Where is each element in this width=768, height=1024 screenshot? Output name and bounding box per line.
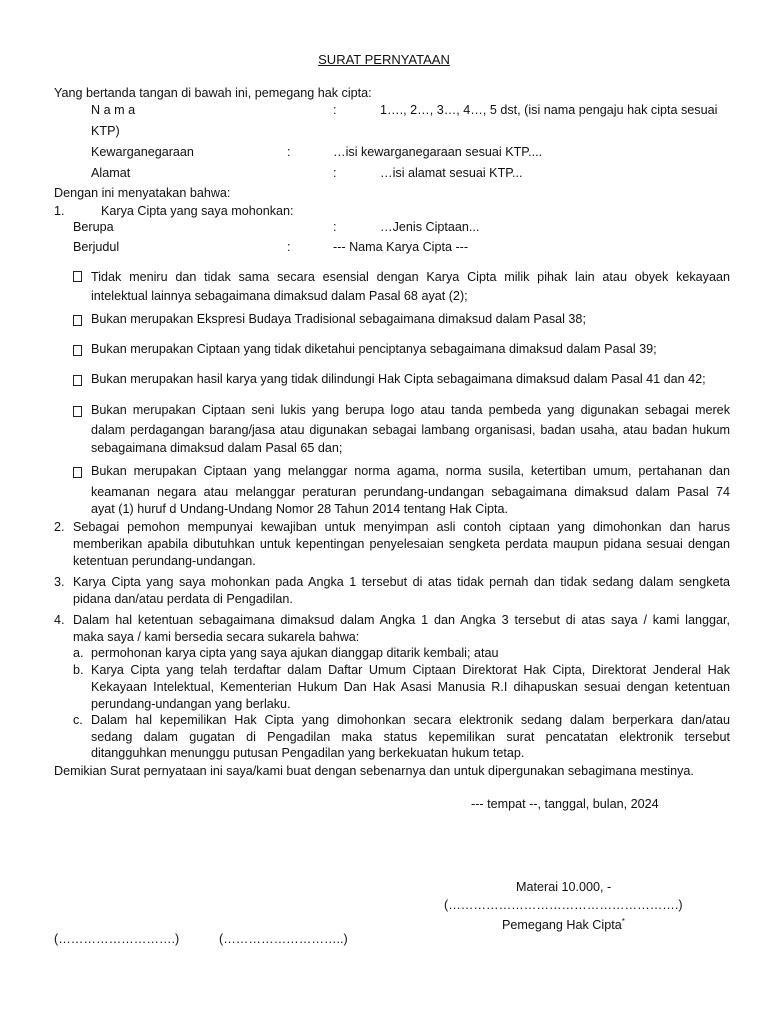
berjudul-label: Berjudul <box>73 240 120 254</box>
item4-sub-b-letter: b. <box>73 663 84 677</box>
item1-number: 1. <box>54 204 65 218</box>
field-kewarganegaraan-label: Kewarganegaraan <box>91 145 194 159</box>
closing-text: Demikian Surat pernyataan ini saya/kami buat dengan sebenarnya dan untuk dipergunakan sebagimana mestinya. <box>54 764 694 778</box>
checkbox-icon <box>73 345 82 356</box>
place-date: --- tempat --, tanggal, bulan, 2024 <box>471 797 659 811</box>
materai-label: Materai 10.000, - <box>516 880 612 894</box>
checklist-item-6-line3: ayat (1) huruf d Undang-Undang Nomor 28 Tahun 2014 tentang Hak Cipta. <box>91 502 509 516</box>
berupa-value: …Jenis Ciptaan... <box>380 220 480 234</box>
item2-line2: memberikan apabila dibutuhkan untuk kepentingan penyelesaian sengketa perdata maupun pidana sesuai dengan <box>73 537 730 551</box>
item4-sub-a-letter: a. <box>73 646 84 660</box>
item4-sub-c-line2: sedang dalam gugatan di Pengadilan maka status kepemilikan surat pencatatan elektronik tersebut <box>91 730 730 744</box>
berjudul-value: --- Nama Karya Cipta --- <box>333 240 469 254</box>
checkbox-icon <box>73 315 82 326</box>
item4-line1: Dalam hal ketentuan sebagaimana dimaksud dalam Angka 1 dan Angka 3 tersebut di atas saya / kami langgar, <box>73 613 730 627</box>
field-nama-value: 1…., 2…, 3…, 4…, 5 dst, (isi nama pengaju hak cipta sesuai <box>380 103 718 117</box>
field-alamat-value: …isi alamat sesuai KTP... <box>380 166 523 180</box>
page-title: SURAT PERNYATAAN <box>318 52 450 67</box>
signature-line: (……………………………………………….) <box>444 898 683 912</box>
checklist-item-5-line3: sebagaimana dimaksud dalam Pasal 65 dan; <box>91 441 343 455</box>
field-alamat-colon: : <box>333 166 337 180</box>
checklist-item-6-line1: Bukan merupakan Ciptaan yang melanggar norma agama, norma susila, ketertiban umum, pertahanan dan <box>91 464 730 478</box>
field-kewarganegaraan-value: …isi kewarganegaraan sesuai KTP.... <box>333 145 543 159</box>
checkbox-icon <box>73 467 82 478</box>
berupa-colon: : <box>333 220 337 234</box>
statement-intro: Dengan ini menyatakan bahwa: <box>54 186 231 200</box>
checklist-item-5-line2: dalam perdagangan barang/jasa atau digunakan sebagai lambang organisasi, badan usaha, atau badan hukum <box>91 423 730 437</box>
item3-line1: Karya Cipta yang saya mohonkan pada Angka 1 tersebut di atas tidak pernah dan tidak sedang dalam sengketa <box>73 575 730 589</box>
item4-sub-c-line1: Dalam hal kepemilikan Hak Cipta yang dimohonkan secara elektronik sedang dalam berperkara dan/atau <box>91 713 730 727</box>
checklist-item-5-line1: Bukan merupakan Ciptaan seni lukis yang berupa logo atau tanda pembeda yang digunakan sebagai merek <box>91 403 730 417</box>
berupa-label: Berupa <box>73 220 114 234</box>
item4-sub-c-line3: ditangguhkan menunggu putusan Pengadilan yang berkekuatan hukum tetap. <box>91 746 525 760</box>
item4-sub-a-line1: permohonan karya cipta yang saya ajukan dianggap ditarik kembali; atau <box>91 646 499 660</box>
item4-sub-b-line1: Karya Cipta yang telah terdaftar dalam Daftar Umum Ciptaan Direktorat Hak Cipta, Direktorat Jenderal Hak <box>91 663 730 677</box>
item3-number: 3. <box>54 575 65 589</box>
item2-line1: Sebagai pemohon mempunyai kewajiban untuk menyimpan asli contoh ciptaan yang dimohonkan dan harus <box>73 520 730 534</box>
checkbox-icon <box>73 406 82 417</box>
item2-number: 2. <box>54 520 65 534</box>
holder-label: Pemegang Hak Cipta* <box>502 917 625 933</box>
field-alamat-label: Alamat <box>91 166 131 180</box>
field-nama-colon: : <box>333 103 337 117</box>
checkbox-icon <box>73 375 82 386</box>
witness-signature-1: (……………………….) <box>54 932 180 946</box>
field-nama-label: N a m a <box>91 103 136 117</box>
checklist-item-6-line2: keamanan negara atau melanggar peraturan perundang-undangan sebagaimana dimaksud dalam Pasal 74 <box>91 485 730 499</box>
item1-text: Karya Cipta yang saya mohonkan: <box>101 204 294 218</box>
item4-line2: maka saya / kami bersedia secara sukarela bahwa: <box>73 630 360 644</box>
item4-sub-c-letter: c. <box>73 713 83 727</box>
item4-sub-b-line2: Kekayaan Intelektual, Kementerian Hukum Dan Hak Asasi Manusia R.I dihapuskan sesuai dengan ketentuan <box>91 680 730 694</box>
field-kewarganegaraan-colon: : <box>287 145 291 159</box>
checkbox-icon <box>73 271 82 282</box>
witness-signature-2: (………………………..) <box>219 932 348 946</box>
checklist-item-2: Bukan merupakan Ekspresi Budaya Tradisional sebagaimana dimaksud dalam Pasal 38; <box>91 312 586 326</box>
item2-line3: ketentuan perundang-undangan. <box>73 554 256 568</box>
field-nama-value-cont: KTP) <box>91 124 120 138</box>
item4-number: 4. <box>54 613 65 627</box>
checklist-item-1-line1: Tidak meniru dan tidak sama secara esensial dengan Karya Cipta milik pihak lain atau obyek kekayaan <box>91 270 730 284</box>
berjudul-colon: : <box>287 240 291 254</box>
checklist-item-3: Bukan merupakan Ciptaan yang tidak diketahui penciptanya sebagaimana dimaksud dalam Pasal 39; <box>91 342 657 356</box>
item3-line2: pidana dan/atau perdata di Pengadilan. <box>73 592 293 606</box>
checklist-item-1-line2: intelektual lainnya sebagaimana dimaksud dalam Pasal 68 ayat (2); <box>91 289 468 303</box>
checklist-item-4: Bukan merupakan hasil karya yang tidak dilindungi Hak Cipta sebagaimana dimaksud dalam Pasal 41 dan 42; <box>91 372 706 386</box>
intro-text: Yang bertanda tangan di bawah ini, pemegang hak cipta: <box>54 86 372 100</box>
item4-sub-b-line3: perundang-undangan yang berlaku. <box>91 697 291 711</box>
